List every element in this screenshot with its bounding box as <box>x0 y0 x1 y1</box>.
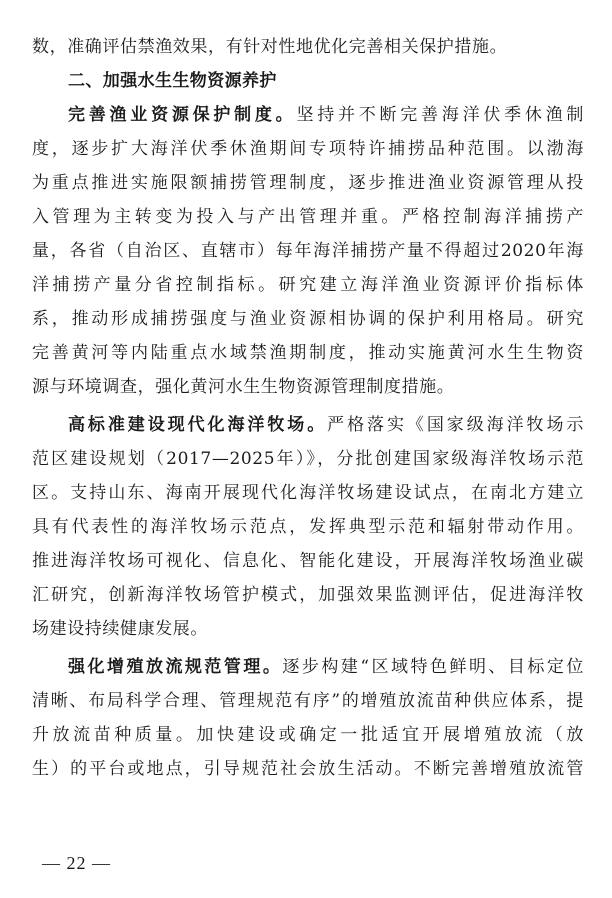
paragraph-3-line: 清晰、布局科学合理、管理规范有序”的增殖放流苗种供应体系，提 <box>32 691 584 711</box>
paragraph-2-line: 汇研究，创新海洋牧场管护模式，加强效果监测评估，促进海洋牧 <box>32 585 584 605</box>
paragraph-2-line: 场建设持续健康发展。 <box>32 619 208 639</box>
paragraph-3-line: 生）的平台或地点，引导规范社会放生活动。不断完善增殖放流管 <box>32 759 584 779</box>
paragraph-2-line: 推进海洋牧场可视化、信息化、智能化建设，开展海洋牧场渔业碳 <box>32 551 584 571</box>
paragraph-1-line: 度，逐步扩大海洋伏季休渔期间专项特许捕捞品种范围。以渤海 <box>32 139 584 159</box>
paragraph-1-line: 洋捕捞产量分省控制指标。研究建立海洋渔业资源评价指标体 <box>32 275 584 295</box>
paragraph-1-line: 量，各省（自治区、直辖市）每年海洋捕捞产量不得超过2020年海 <box>32 241 584 261</box>
paragraph-3-line-0: 逐步构建“区域特色鲜明、目标定位 <box>282 657 584 677</box>
paragraph-3-lead: 强化增殖放流规范管理。 <box>68 657 283 677</box>
paragraph-2-line: 具有代表性的海洋牧场示范点，发挥典型示范和辐射带动作用。 <box>32 517 584 537</box>
paragraph-1-first-line <box>32 98 584 132</box>
paragraph-1-lead: 完善渔业资源保护制度。 <box>68 105 297 125</box>
paragraph-2-line-0: 严格落实《国家级海洋牧场示 <box>327 415 584 435</box>
paragraph-2-line: 范区建设规划（2017—2025年）》，分批创建国家级海洋牧场示范 <box>32 449 584 469</box>
paragraph-1-line: 系，推动形成捕捞强度与渔业资源相协调的保护利用格局。研究 <box>32 309 584 329</box>
paragraph-3-first-line <box>32 650 584 684</box>
page-body <box>32 30 584 786</box>
paragraph-1-line-0: 坚持并不断完善海洋伏季休渔制 <box>296 105 584 125</box>
paragraph-1-line: 入管理为主转变为投入与产出管理并重。严格控制海洋捕捞产 <box>32 207 584 227</box>
paragraph-1-line: 源与环境调查，强化黄河水生生物资源管理制度措施。 <box>32 377 455 397</box>
paragraph-2-lead: 高标准建设现代化海洋牧场。 <box>68 415 328 435</box>
intro-tail-line: 数，准确评估禁渔效果，有针对性地优化完善相关保护措施。 <box>32 37 508 57</box>
paragraph-1-line: 完善黄河等内陆重点水域禁渔期制度，推动实施黄河水生生物资 <box>32 343 584 363</box>
paragraph-2-first-line <box>32 408 584 442</box>
page-number: — 22 — <box>42 853 111 873</box>
paragraph-3-line: 升放流苗种质量。加快建设或确定一批适宜开展增殖放流（放 <box>32 725 584 745</box>
paragraph-1-line: 为重点推进实施限额捕捞管理制度，逐步推进渔业资源管理从投 <box>32 173 584 193</box>
section-heading: 二、加强水生生物资源养护 <box>68 71 277 91</box>
paragraph-2-line: 区。支持山东、海南开展现代化海洋牧场建设试点，在南北方建立 <box>32 483 584 503</box>
